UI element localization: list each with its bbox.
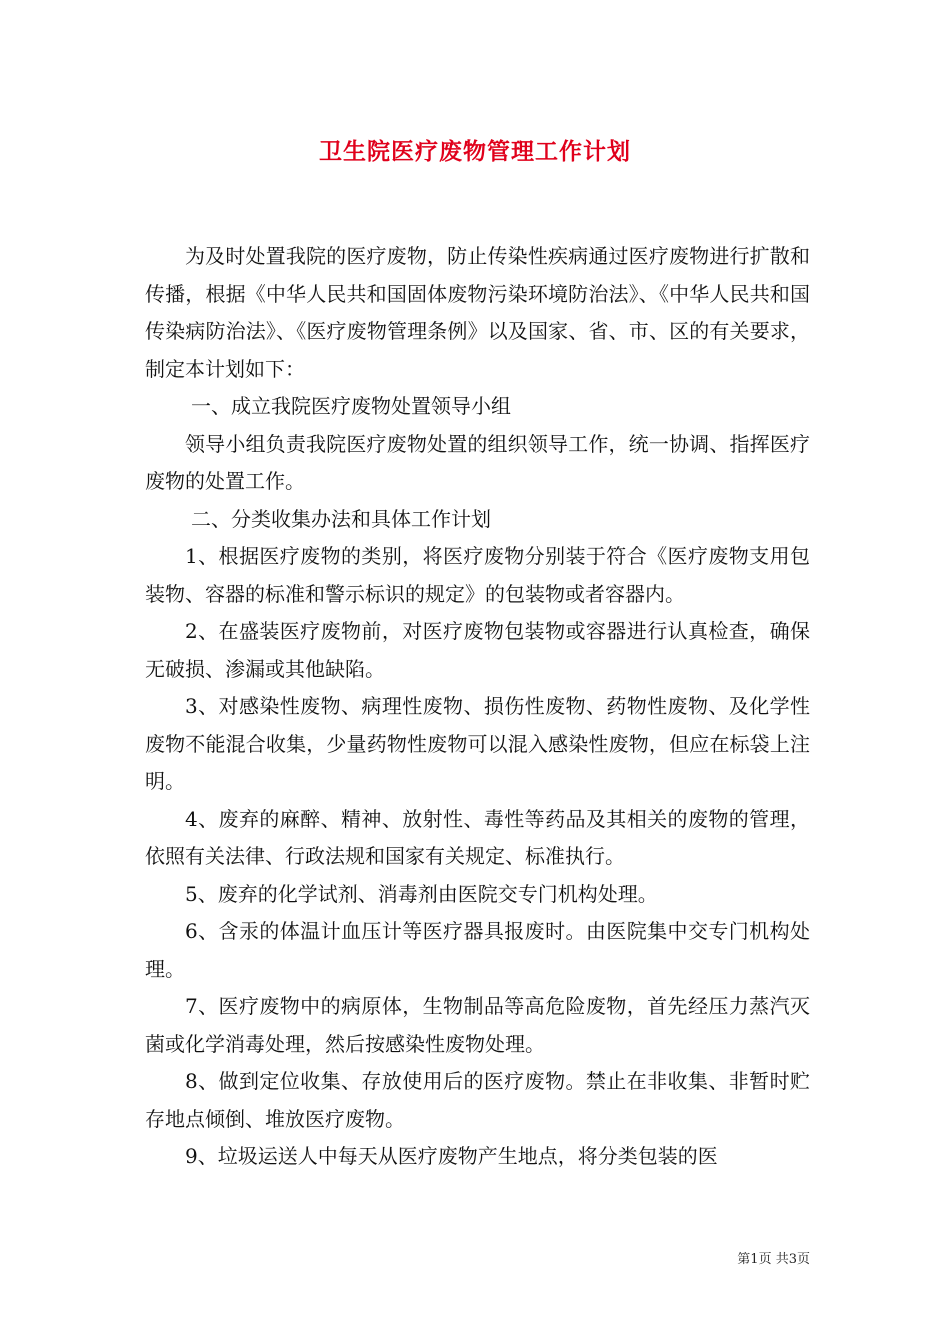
page-number: [737, 1248, 810, 1267]
list-item-2: 2、在盛装医疗废物前，对医疗废物包装物或容器进行认真检查，确保无破损、渗漏或其他缺陷。: [145, 619, 810, 681]
page-mid: 页 共: [758, 1252, 789, 1267]
list-item-5: 5、废弃的化学试剂、消毒剂由医院交专门机构处理。: [185, 881, 658, 906]
page-label: 第: [737, 1252, 751, 1267]
list-item-3: 3、对感染性废物、病理性废物、损伤性废物、药物性废物、及化学性废物不能混合收集，少量药物性废物可以混入感染性废物，但应在标袋上注明。: [145, 694, 810, 793]
page-current: 1: [750, 1252, 759, 1267]
section-heading-2: 二、分类收集办法和具体工作计划: [191, 506, 491, 531]
list-item-9: 9、垃圾运送人中每天从医疗废物产生地点，将分类包装的医: [185, 1144, 718, 1168]
list-item-4: 4、废弃的麻醉、精神、放射性、毒性等药品及其相关的废物的管理，依照有关法律、行政法规和国家有关规定、标准执行。: [145, 806, 810, 868]
paragraph-leadership: 领导小组负责我院医疗废物处置的组织领导工作，统一协调、指挥医疗废物的处置工作。: [145, 431, 810, 493]
section-heading-1: 一、成立我院医疗废物处置领导小组: [191, 394, 511, 418]
paragraph-intro: 为及时处置我院的医疗废物，防止传染性疾病通过医疗废物进行扩散和传播，根据《中华人民共和国固体废物污染环境防治法》、《中华人民共和国传染病防治法》、《医疗废物管理条例》以及国家、省、市、区的有关要求，制定本计划如下：: [145, 244, 810, 381]
list-item-6: 6、含汞的体温计血压计等医疗器具报废时。由医院集中交专门机构处理。: [145, 919, 810, 981]
page-suffix: 页: [796, 1252, 810, 1267]
list-item-8: 8、做到定位收集、存放使用后的医疗废物。禁止在非收集、非暂时贮存地点倾倒、堆放医疗废物。: [145, 1069, 810, 1131]
list-item-7: 7、医疗废物中的病原体，生物制品等高危险废物，首先经压力蒸汽灭菌或化学消毒处理，然后按感染性废物处理。: [145, 994, 810, 1056]
list-item-1: 1、根据医疗废物的类别，将医疗废物分别装于符合《医疗废物支用包装物、容器的标准和警示标识的规定》的包装物或者容器内。: [145, 544, 810, 606]
document-body: [145, 238, 810, 1176]
document-title: 卫生院医疗废物管理工作计划: [319, 138, 631, 165]
page-total: 3: [788, 1252, 797, 1267]
